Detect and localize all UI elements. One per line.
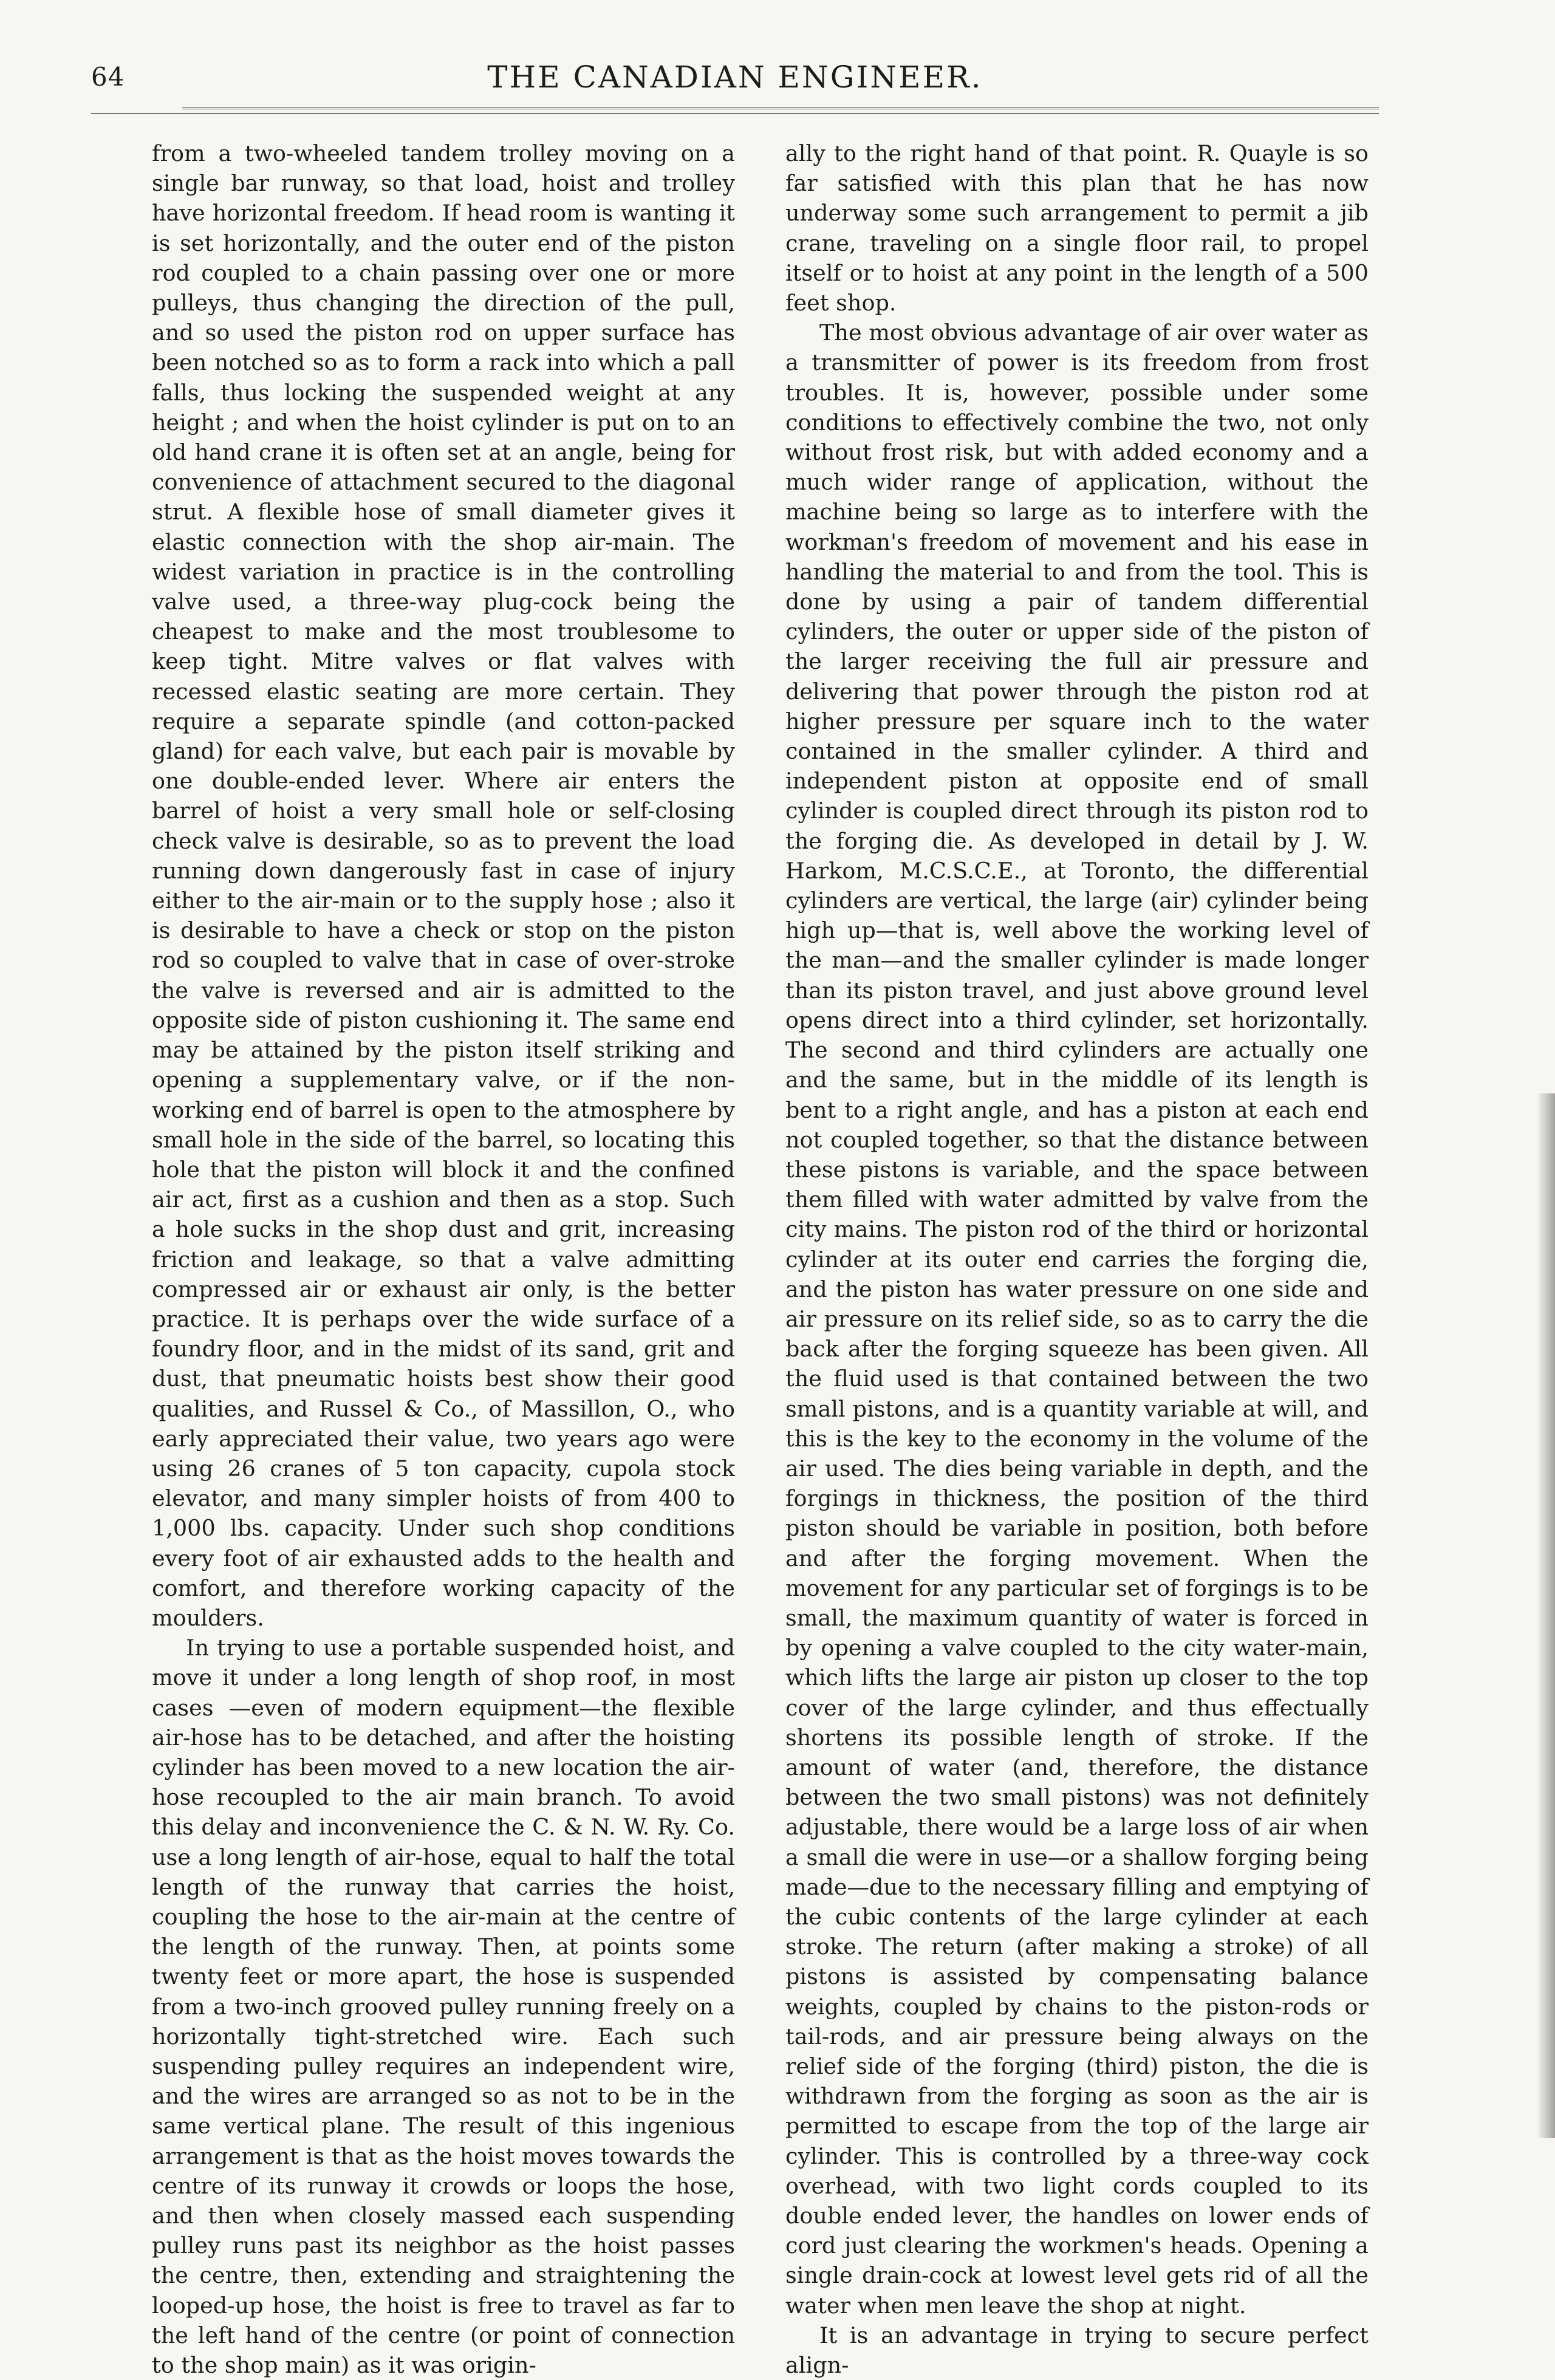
paragraph: In trying to use a portable suspended hoist, and move it under a long length of shop roof, in most cases —even of modern equipment—the flexible air-hose has to be detached, and after the hoisting cylinder has been moved to a new location the air-hose recoupled to the air main branch. To avoid this delay and inconvenience the C. & N. W. Ry. Co. use a long length of air-hose, equal to half the total length of the runway that carries the hoist, coupling the hose to the air-main at the centre of the length of the runway. Then, at points some twenty feet or more apart, the hose is suspended from a two-inch grooved pulley running freely on a horizontally tight-stretched wire. Each such suspending pulley requires an independent wire, and the wires are arranged so as not to be in the same vertical plane. The result of this ingenious arrangement is that as the hoist moves towards the centre of its runway it crowds or loops the hose, and then when closely massed each suspending pulley runs past its neighbor as the hoist passes the centre, then, extending and straightening the looped-up hose, the hoist is free to travel as far to the left hand of the centre (or point of connection to the shop main) as it was origin- [152,1635,735,2379]
left-column [152,138,735,2379]
paragraph: It is an advantage in trying to secure perfect align- [785,2322,1369,2379]
running-title: THE CANADIAN ENGINEER. [487,60,983,95]
paragraph: ally to the right hand of that point. R. Quayle is so far satisfied with this plan that he has now underway some such arrangement to permit a jib crane, traveling on a single floor rail, to propel itself or to hoist at any point in the length of a 500 feet shop. [785,140,1369,316]
page-number: 64 [91,62,125,92]
right-column [785,138,1369,2379]
page-header [91,56,1379,104]
paragraph: from a two-wheeled tandem trolley moving on a single bar runway, so that load, hoist and trolley have horizontal freedom. If head room is wanting it is set horizontally, and the outer end of the piston rod coupled to a chain passing over one or more pulleys, thus changing the direction of the pull, and so used the piston rod on upper surface has been notched so as to form a rack into which a pall falls, thus locking the suspended weight at any height ; and when the hoist cylinder is put on to an old hand crane it is often set at an angle, being for convenience of attachment secured to the diagonal strut. A flexible hose of small diameter gives it elastic connection with the shop air-main. The widest variation in practice is in the controlling valve used, a three-way plug-cock being the cheapest to make and the most troublesome to keep tight. Mitre valves or flat valves with recessed elastic seating are more certain. They require a separate spindle (and cotton-packed gland) for each valve, but each pair is movable by one double-ended lever. Where air enters the barrel of hoist a very small hole or self-closing check valve is desirable, so as to prevent the load running down dangerously fast in case of injury either to the air-main or to the supply hose ; also it is desirable to have a check or stop on the piston rod so coupled to valve that in case of over-stroke the valve is reversed and air is admitted to the opposite side of piston cushioning it. The same end may be attained by the piston itself striking and opening a supplementary valve, or if the non-working end of barrel is open to the atmosphere by small hole in the side of the barrel, so locating this hole that the piston will block it and the confined air act, first as a cushion and then as a stop. Such a hole sucks in the shop dust and grit, increasing friction and leakage, so that a valve admitting compressed air or exhaust air only, is the better practice. It is perhaps over the wide surface of a foundry floor, and in the midst of its sand, grit and dust, that pneumatic hoists best show their good qualities, and Russel & Co., of Massillon, O., who early appreciated their value, two years ago were using 26 cranes of 5 ton capacity, cupola stock elevator, and many simpler hoists of from 400 to 1,000 lbs. capacity. Under such shop conditions every foot of air exhausted adds to the health and comfort, and therefore working capacity of the moulders. [152,140,735,1631]
header-rule-lower [91,113,1379,114]
header-rule [182,107,1379,109]
paragraph: The most obvious advantage of air over water as a transmitter of power is its freedom from frost troubles. It is, however, possible under some conditions to effectively combine the two, not only without frost risk, but with added economy and a much wider range of application, without the machine being so large as to interfere with the workman's freedom of movement and his ease in handling the material to and from the tool. This is done by using a pair of tandem differential cylinders, the outer or upper side of the piston of the larger receiving the full air pressure and delivering that power through the piston rod at higher pressure per square inch to the water contained in the smaller cylinder. A third and independent piston at opposite end of small cylinder is coupled direct through its piston rod to the forging die. As developed in detail by J. W. Harkom, M.C.S.C.E., at Toronto, the differential cylinders are vertical, the large (air) cylinder being high up—that is, well above the working level of the man—and the smaller cylinder is made longer than its piston travel, and just above ground level opens direct into a third cylinder, set horizontally. The second and third cylinders are actually one and the same, but in the middle of its length is bent to a right angle, and has a piston at each end not coupled together, so that the distance between these pistons is variable, and the space between them filled with water admitted by valve from the city mains. The piston rod of the third or horizontal cylinder at its outer end carries the forging die, and the piston has water pressure on one side and air pressure on its relief side, so as to carry the die back after the forging squeeze has been given. All the fluid used is that contained between the two small pistons, and is a quantity variable at will, and this is the key to the economy in the volume of the air used. The dies being variable in depth, and the forgings in thickness, the position of the third piston should be variable in position, both before and after the forging movement. When the movement for any particular set of forgings is to be small, the maximum quantity of water is forced in by opening a valve coupled to the city water-main, which lifts the large air piston up closer to the top cover of the large cylinder, and thus effectually shortens its possible length of stroke. If the amount of water (and, therefore, the distance between the two small pistons) was not definitely adjustable, there would be a large loss of air when a small die were in use—or a shallow forging being made—due to the necessary filling and emptying of the cubic contents of the large cylinder at each stroke. The return (after making a stroke) of all pistons is assisted by compensating balance weights, coupled by chains to the piston-rods or tail-rods, and air pressure being always on the relief side of the forging (third) piston, the die is withdrawn from the forging as soon as the air is permitted to escape from the top of the large air cylinder. This is controlled by a three-way cock overhead, with two light cords coupled to its double ended lever, the handles on lower ends of cord just clearing the workmen's heads. Opening a single drain-cock at lowest level gets rid of all the water when men leave the shop at night. [785,320,1369,2319]
binding-edge-shadow [1537,1093,1555,2138]
